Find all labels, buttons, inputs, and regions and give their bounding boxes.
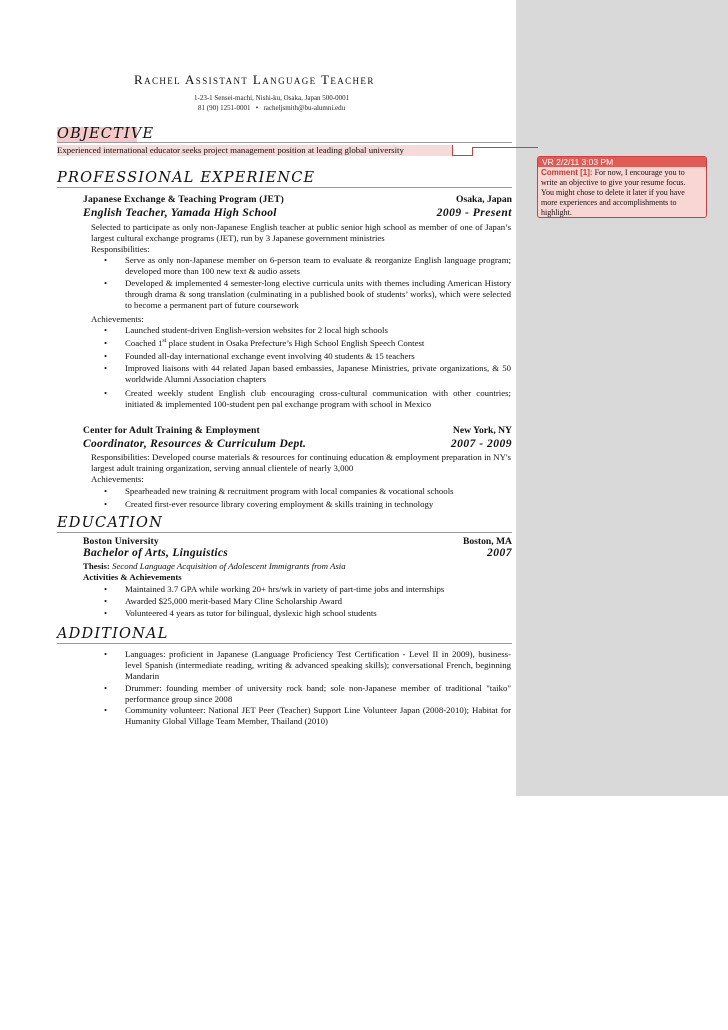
section-rule [57, 643, 512, 644]
bullet-icon: • [104, 278, 108, 288]
job-org: Japanese Exchange & Teaching Program (JET) [83, 194, 284, 205]
bullet-icon: • [104, 499, 108, 509]
achievements-label: Achievements: [91, 474, 144, 484]
job-location: Osaka, Japan [456, 194, 512, 205]
bullet-icon: • [104, 325, 108, 335]
email[interactable]: racheljsmith@bu-alumni.edu [263, 104, 346, 112]
bullet-icon: • [104, 705, 108, 715]
comment-connector [452, 155, 472, 156]
bullet-item: Created weekly student English club encouraging cross-cultural communication with other countries; initiated & implemented 100-student pen pal exchange program with school in Mexico [125, 388, 511, 409]
comment-label: Comment [1]: [541, 168, 593, 177]
degree-year: 2007 [487, 547, 512, 559]
section-title-additional: ADDITIONAL [57, 626, 169, 642]
bullet-icon: • [104, 338, 108, 348]
bullet-icon: • [104, 486, 108, 496]
responsibilities-label: Responsibilities: [91, 244, 150, 254]
comment-margin-pane [516, 0, 728, 796]
bullet-item: Community volunteer: National JET Peer (Teacher) Support Line Volunteer Japan (2008-2010); Habitat for Humanity Global Village Team Member, Thailand (2010) [125, 705, 511, 726]
bullet-item: Created first-ever resource library covering employment & skills training in technology [125, 499, 434, 509]
degree: Bachelor of Arts, Linguistics [83, 547, 229, 559]
bullet-item: Awarded $25,000 merit-based Mary Cline Scholarship Award [125, 596, 343, 606]
coached-text: Coached 1 [125, 338, 163, 348]
bullet-icon: • [104, 596, 108, 606]
bullet-icon: • [104, 363, 108, 373]
bullet-item: Volunteered 4 years as tutor for bilingual, dyslexic high school students [125, 608, 377, 618]
comment-connector [472, 147, 538, 148]
comment-text-first: For now, I encourage you to [594, 168, 685, 177]
comment-text-line: You might chose to delete it later if you have [541, 188, 685, 197]
bullet-icon: • [104, 649, 108, 659]
comment-connector [472, 147, 473, 156]
bullet-item: Improved liaisons with 44 related Japan based embassies, Japanese Ministries, private organizations, & 50 worldwide Alumni Association chapters [125, 363, 511, 384]
section-rule [57, 187, 512, 188]
bullet-icon: • [104, 584, 108, 594]
bullet-item: Launched student-driven English-version websites for 2 local high schools [125, 325, 388, 335]
bullet-icon: • [104, 351, 108, 361]
objective-text: Experienced international educator seeks project management position at leading global university [57, 145, 404, 155]
job-role: English Teacher, Yamada High School [83, 207, 277, 219]
thesis-line [83, 561, 346, 572]
bullet-item: Founded all-day international exchange event involving 40 students & 15 teachers [125, 351, 415, 361]
section-rule [57, 532, 512, 533]
job-dates: 2009 - Present [436, 207, 512, 219]
job-dates: 2007 - 2009 [450, 438, 512, 450]
contact-line [198, 104, 345, 112]
achievements-label: Achievements: [91, 314, 144, 324]
activities-label: Activities & Achievements [83, 572, 182, 582]
bullet-item: Serve as only non-Japanese member on 6-person team to evaluate & reorganize English language program; developed more than 100 new text & audio assets [125, 255, 511, 276]
bullet-item: Drummer: founding member of university rock band; sole non-Japanese member of traditional "taiko" performance group since 2008 [125, 683, 511, 704]
bullet-icon: • [104, 683, 108, 693]
separator-dot: • [255, 104, 259, 112]
job-role: Coordinator, Resources & Curriculum Dept. [83, 438, 307, 450]
job-summary: Responsibilities: Developed course materials & resources for continuing education & employment preparation in NY's largest adult training organization, serving annual clientele of nearly 3,000 [91, 452, 511, 473]
bullet-item: Spearheaded new training & recruitment program with local companies & vocational schools [125, 486, 454, 496]
thesis-title: Second Language Acquisition of Adolescent Immigrants from Asia [112, 561, 346, 571]
ordinal-suffix: st [162, 338, 167, 345]
bullet-item: Maintained 3.7 GPA while working 20+ hrs/wk in variety of part-time jobs and internships [125, 584, 445, 594]
section-rule [57, 142, 512, 143]
comment-header: VR 2/2/11 3:03 PM [538, 157, 706, 167]
resume-name: Rachel Assistant Language Teacher [134, 72, 375, 87]
comment-balloon[interactable] [537, 156, 707, 218]
bullet-item: Languages: proficient in Japanese (Language Proficiency Test Certification - Level II in 2009), business-level Spanish (intermediate reading, writing & advanced speaking skills); conversational French, beginning Mandarin [125, 649, 511, 681]
bullet-item [125, 338, 511, 349]
thesis-label: Thesis: [83, 561, 110, 571]
bullet-item: Developed & implemented 4 semester-long elective curricula units with themes including American History through drama & song translation (culminating in a published book of students’ works), which were selected to become a permanent part of future coursework [125, 278, 511, 310]
school-name: Boston University [83, 536, 159, 547]
bullet-icon: • [104, 255, 108, 265]
section-title-experience: PROFESSIONAL EXPERIENCE [57, 170, 316, 186]
comment-body [538, 167, 706, 218]
school-location: Boston, MA [462, 536, 512, 547]
section-title-education: EDUCATION [57, 515, 163, 531]
section-title-objective: OBJECTIVE [57, 126, 155, 142]
comment-text-line: write an objective to give your resume focus. [541, 178, 686, 187]
phone: 81 (90) 1251-0001 [198, 104, 251, 112]
bullet-icon: • [104, 388, 108, 398]
job-summary: Selected to participate as only non-Japanese English teacher at public senior high school as member of one of Japan’s largest cultural exchange programs (JET), run by 3 Japanese government ministries [91, 222, 511, 243]
job-location: New York, NY [452, 425, 512, 436]
job-org: Center for Adult Training & Employment [83, 425, 260, 436]
comment-text-line: more experiences and accomplishments to [541, 198, 677, 207]
bullet-icon: • [104, 608, 108, 618]
address-line: 1-23-1 Sensei-machi, Nishi-ku, Osaka, Japan 500-0001 [194, 94, 350, 102]
coached-rest: place student in Osaka Prefecture’s High School English Speech Contest [166, 338, 425, 348]
comment-text-line: highlight. [541, 208, 572, 217]
